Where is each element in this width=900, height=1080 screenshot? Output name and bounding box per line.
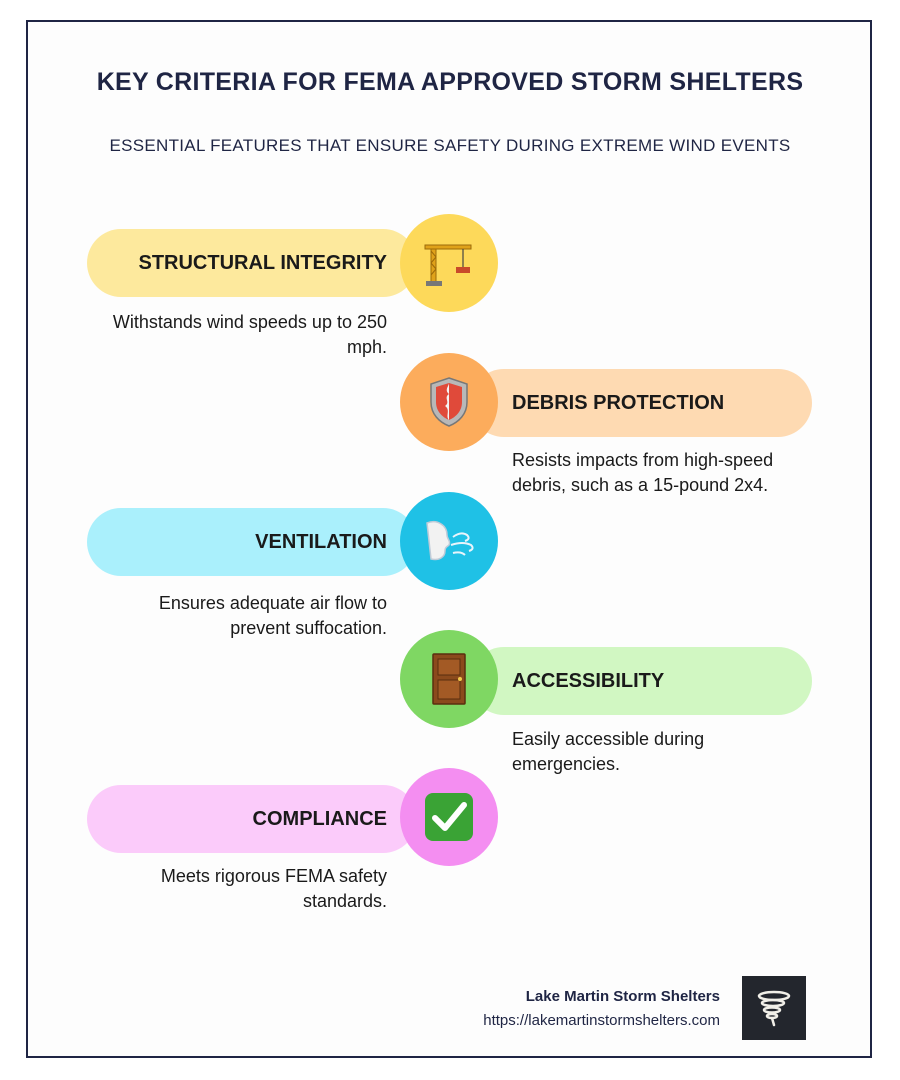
page-title: KEY CRITERIA FOR FEMA APPROVED STORM SHELTERS xyxy=(96,68,804,96)
criteria-pill-compliance xyxy=(87,785,417,853)
criteria-description: Easily accessible during emergencies. xyxy=(512,729,705,774)
tornado-logo-icon xyxy=(742,976,806,1040)
criteria-label: COMPLIANCE xyxy=(252,807,387,830)
criteria-label: STRUCTURAL INTEGRITY xyxy=(138,251,387,274)
page-subtitle: ESSENTIAL FEATURES THAT ENSURE SAFETY DURING EXTREME WIND EVENTS xyxy=(109,136,791,155)
wind-face-icon xyxy=(400,492,498,590)
criteria-pill-accessibility xyxy=(470,647,812,715)
criteria-description: Ensures adequate air flow to prevent suffocation. xyxy=(158,593,387,638)
criteria-label: DEBRIS PROTECTION xyxy=(512,391,725,414)
footer-company-name: Lake Martin Storm Shelters xyxy=(525,988,720,1005)
crane-icon xyxy=(400,214,498,312)
shield-icon xyxy=(400,353,498,451)
criteria-description: Meets rigorous FEMA safety standards. xyxy=(160,866,387,911)
criteria-description: Withstands wind speeds up to 250 mph. xyxy=(112,312,387,357)
criteria-label: ACCESSIBILITY xyxy=(512,669,665,692)
criteria-pill-structural-integrity xyxy=(87,229,417,297)
criteria-pill-ventilation xyxy=(87,508,417,576)
criteria-description: Resists impacts from high-speed debris, such as a 15-pound 2x4. xyxy=(512,450,774,495)
criteria-pill-debris-protection xyxy=(470,369,812,437)
criteria-label: VENTILATION xyxy=(255,530,387,553)
footer-url-link[interactable]: https://lakemartinstormshelters.com xyxy=(483,1012,720,1029)
check-mark-icon xyxy=(400,768,498,866)
door-icon xyxy=(400,630,498,728)
